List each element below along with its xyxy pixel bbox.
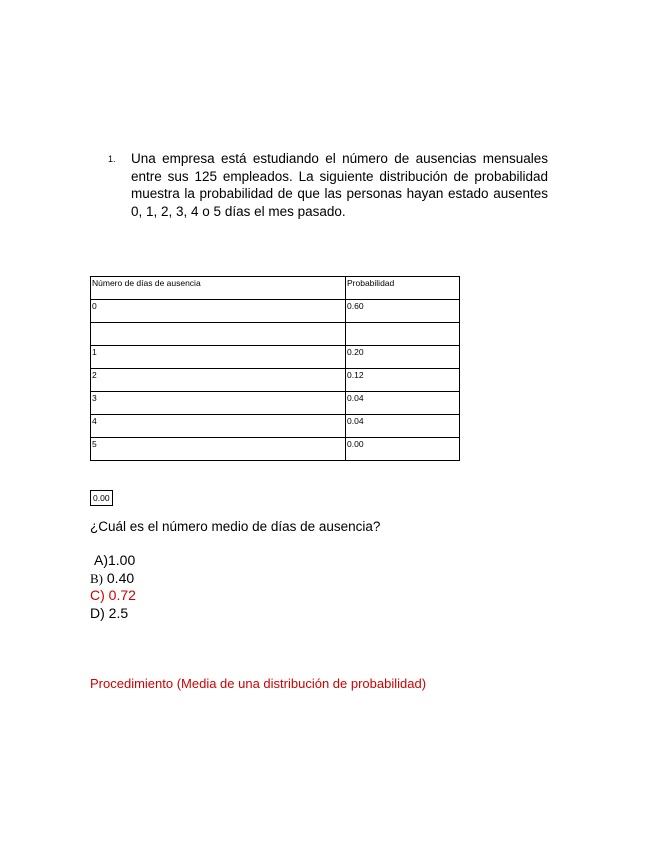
option-d: D) 2.5 [90, 604, 129, 621]
cell-probability [346, 323, 460, 346]
question-number: 1. [108, 154, 116, 164]
table-row [91, 438, 460, 461]
cell-probability: 0.04 [346, 415, 460, 438]
cell-probability: 0.00 [346, 438, 460, 461]
table-header-row [91, 277, 460, 300]
table-row [91, 323, 460, 346]
option-b-letter: B) [90, 570, 103, 586]
cell-days: 5 [91, 438, 346, 461]
table-row [91, 369, 460, 392]
cell-probability: 0.60 [346, 300, 460, 323]
table-row [91, 392, 460, 415]
question-text: Una empresa está estudiando el número de ausencias mensuales entre sus 125 empleados. La siguiente distribución de probabilidad muestra la probabilidad de que las personas hayan estado ausentes 0, 1, 2, 3, 4 o 5 días el mes pasado. [131, 151, 548, 219]
cell-days: 3 [91, 392, 346, 415]
cell-days: 0 [91, 300, 346, 323]
header-probability: Probabilidad [346, 277, 460, 300]
probability-table [90, 276, 460, 461]
question-block [108, 150, 548, 220]
option-a: A)1.00 [94, 552, 136, 568]
option-b-value: 0.40 [103, 569, 135, 586]
question-prompt: ¿Cuál es el número medio de días de ausencia? [90, 519, 381, 534]
boxed-value: 0.00 [90, 490, 113, 506]
cell-days: 2 [91, 369, 346, 392]
cell-probability: 0.20 [346, 346, 460, 369]
table-row [91, 415, 460, 438]
table-row [91, 346, 460, 369]
cell-days: 1 [91, 346, 346, 369]
cell-days: 4 [91, 415, 346, 438]
option-c: C) 0.72 [90, 587, 136, 603]
procedure-heading: Procedimiento (Media de una distribución de probabilidad) [90, 676, 427, 691]
header-days: Número de días de ausencia [91, 277, 346, 300]
answer-options [90, 552, 136, 622]
table-row [91, 300, 460, 323]
option-b [90, 570, 136, 588]
cell-probability: 0.04 [346, 392, 460, 415]
cell-probability: 0.12 [346, 369, 460, 392]
cell-days [91, 323, 346, 346]
